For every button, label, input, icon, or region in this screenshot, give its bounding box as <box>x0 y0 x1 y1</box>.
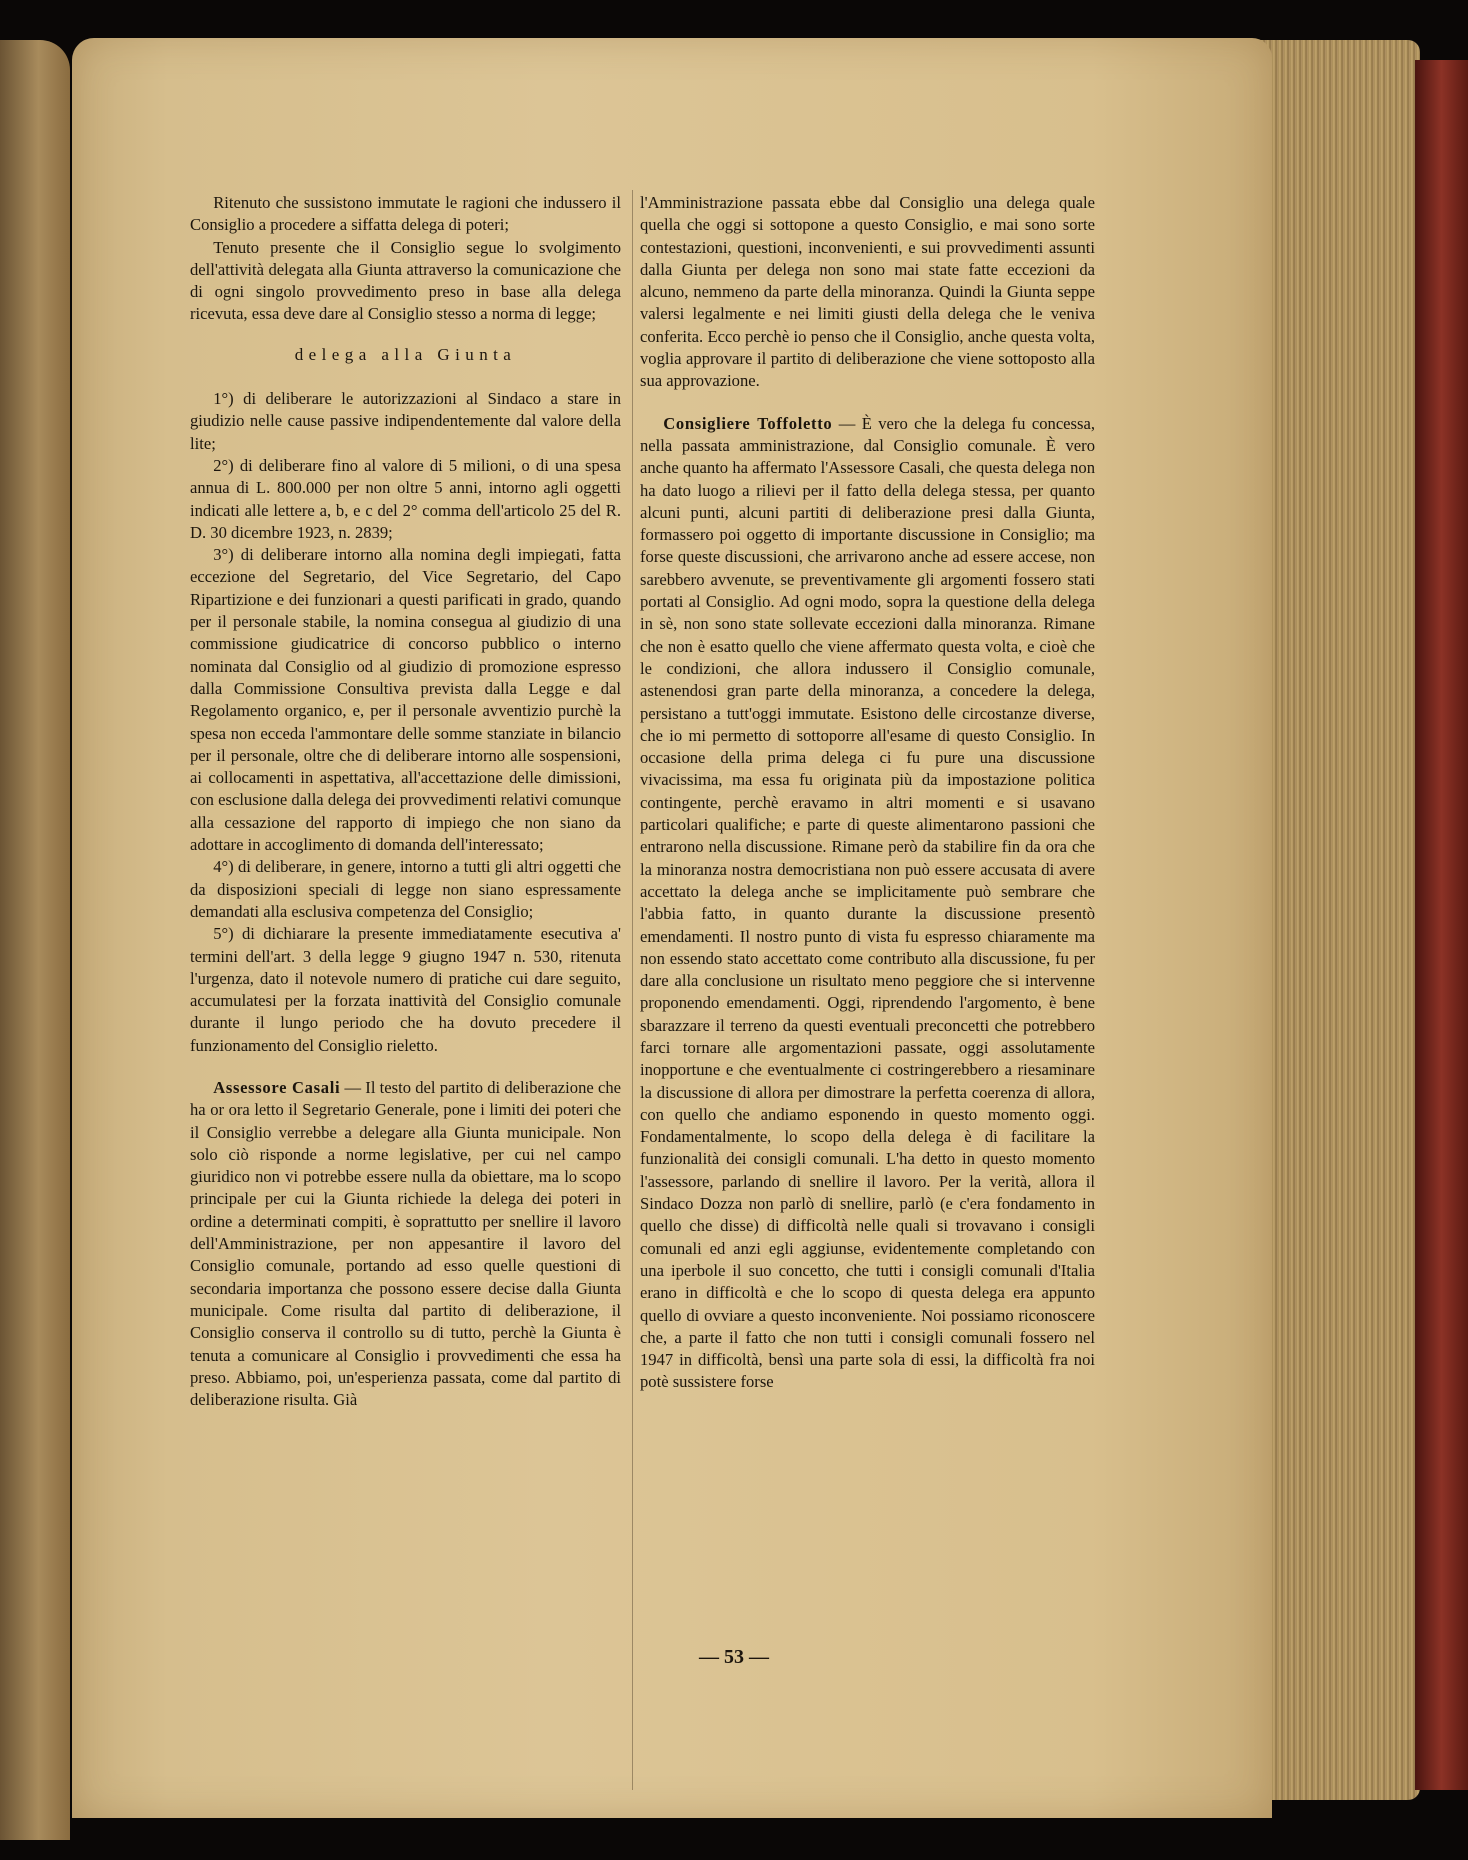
paragraph: Tenuto presente che il Consiglio segue lo svolgimento dell'attività delegata alla Giunta attraverso la comunicazione che di ogni singolo provvedimento preso in base alla delega ricevuta, essa deve dare al Consiglio stesso a norma di legge; <box>190 237 621 324</box>
spacer <box>640 393 1095 413</box>
page-stack-edge <box>1260 40 1420 1800</box>
right-column <box>640 192 1095 1394</box>
speech-paragraph <box>640 413 1095 1394</box>
column-divider <box>632 190 633 1790</box>
list-item: 1°) di deliberare le autorizzazioni al Sindaco a stare in giudizio nelle cause passive indipendentemente dal valore della lite; <box>190 389 621 453</box>
book-cover-edge <box>1415 60 1468 1790</box>
list-item: 5°) di dichiarare la presente immediatamente esecutiva a' termini dell'art. 3 della legge 9 giugno 1947 n. 530, ritenuta l'urgenza, dato il notevole numero di pratiche cui dare seguito, accumulatesi per la forzata inattività del Consiglio comunale durante il lungo periodo che ha dovuto precedere il funzionamento del Consiglio rieletto. <box>190 924 621 1055</box>
paragraph: Ritenuto che sussistono immutate le ragioni che indussero il Consiglio a procedere a siffatta delega di poteri; <box>190 193 621 235</box>
left-column <box>190 192 621 1411</box>
section-heading: delega alla Giunta <box>294 344 517 364</box>
spacer <box>190 1057 621 1077</box>
list-item: 3°) di deliberare intorno alla nomina degli impiegati, fatta eccezione del Segretario, del Vice Segretario, del Capo Ripartizione e dei funzionari a questi parificati in grado, quando per il personale stabile, la nomina consegua al giudizio di una commissione giudicatrice di concorso pubblico o interno nominata dal Consiglio od al giudizio di promozione espresso dalla Commissione Consultiva prevista dalla Legge e dal Regolamento organico, e, per il personale avventizio purchè la spesa non ecceda l'ammontare delle somme stanziate in bilancio per il personale, oltre che di deliberare intorno alle sospensioni, ai collocamenti in aspettativa, all'accettazione delle dimissioni, con esclusione dalla delega dei provvedimenti relativi comunque alla cessazione del rapporto di impiego che non siano da adottare in accoglimento di domanda dell'interessato; <box>190 545 621 855</box>
speech-text: — Il testo del partito di deliberazione che ha or ora letto il Segretario Generale, pone i limiti dei poteri che il Consiglio verrebbe a delegare alla Giunta municipale. Non solo ciò risponde a norme legislative, per cui nel campo giuridico non vi potrebbe essere nulla da obiettare, ma lo scopo principale per cui la Giunta richiede la delega dei poteri in ordine a determinati compiti, è soprattutto per snellire il lavoro dell'Amministrazione, per non appesantire il lavoro del Consiglio comunale, portando ad esso quelle questioni di secondaria importanza che possono essere decise dalla Giunta municipale. Come risulta dal partito di deliberazione, il Consiglio conserva il controllo su di tutto, perchè la Giunta è tenuta a comunicare al Consiglio i provvedimenti che essa ha preso. Abbiamo, poi, un'esperienza passata, come dal partito di deliberazione risulta. Già <box>190 1077 621 1410</box>
list-item: 4°) di deliberare, in genere, intorno a tutti gli altri oggetti che da disposizioni speciali di legge non siano espressamente demandati alla esclusiva competenza del Consiglio; <box>190 857 621 921</box>
speaker-name: Assessore Casali <box>213 1077 341 1097</box>
speech-text: — È vero che la delega fu concessa, nella passata amministrazione, dal Consiglio comunale. È vero anche quanto ha affermato l'Assessore Casali, che questa delega non ha dato luogo a rilievi per il fatto della delega stessa, per quanto alcuni punti, alcuni partiti di deliberazione presi dalla Giunta, formassero poi oggetto di importante discussione in Consiglio; ma forse queste discussioni, che arrivarono anche ad essere accese, non sarebbero avvenute, se preventivamente gli argomenti fossero stati portati al Consiglio. Ad ogni modo, sopra la questione della delega in sè, non sono state sollevate eccezioni dalla minoranza. Rimane che non è esatto quello che viene affermato questa volta, e cioè che le condizioni, che allora indussero il Consiglio comunale, astenendosi gran parte della minoranza, a concedere la delega, persistano a tutt'oggi immutate. Esistono delle circostanze diverse, che io mi permetto di sottoporre all'esame di questo Consiglio. In occasione della prima delega ci fu pure una discussione vivacissima, ma essa fu originata più da impostazione politica contingente, perchè eravamo in altri momenti e si usavano particolari qualifiche; e parte di queste alimentarono passioni che entrarono nella discussione. Rimane però da stabilire fin da ora che la minoranza nostra democristiana non può essere accusata di avere accettato la delega anche se implicitamente può sembrare che l'abbia fatto, in quanto durante la discussione presentò emendamenti. Il nostro punto di vista fu espresso chiaramente ma non essendo stato accettato come contributo alla discussione, fu per dare alla conclusione un risultato meno peggiore che si intervenne proponendo emendamenti. Oggi, riprendendo l'argomento, è bene sbarazzare il terreno da questi eventuali preconcetti che potrebbero farci tornare alle argomentazioni passate, oggi assolutamente inopportune e che eventualmente ci costringerebbero a riesaminare la discussione di allora per dimostrare la perfetta coerenza di allora, con quello che andiamo esponendo in questo momento oggi. Fondamentalmente, lo scopo della delega è di facilitare la funzionalità dei consigli comunali. L'ha detto in questo momento l'assessore, parlando di snellire il lavoro. Per la verità, allora il Sindaco Dozza non parlò di snellire, parlò (e c'era fondamento in quello che disse) di difficoltà nelle quali si trovavano i consigli comunali ed anzi egli aggiunse, evidentemente completando con una iperbole il suo concetto, che tutti i consigli comunali d'Italia erano in difficoltà e che lo scopo di questa delega era appunto quello di ovviare a questo inconveniente. Noi possiamo riconoscere che, a parte il fatto che non tutti i consigli comunali fossero nel 1947 in difficoltà, bensì una parte sola di essi, la difficoltà fra noi potè sussistere forse <box>640 413 1095 1392</box>
page-number: — 53 — <box>699 1646 769 1668</box>
speech-paragraph <box>190 1077 621 1411</box>
paragraph: l'Amministrazione passata ebbe dal Consiglio una delega quale quella che oggi si sottopone a questo Consiglio, e mai sono sorte contestazioni, questioni, inconvenienti, e sui provvedimenti assunti dalla Giunta per delega non sono mai state fatte eccezioni da alcuno, nemmeno da parte della minoranza. Quindi la Giunta seppe valersi legalmente e nei limiti giusti della delega che le veniva conferita. Ecco perchè io penso che il Consiglio, anche questa volta, voglia approvare il partito di deliberazione che viene sottoposto alla sua approvazione. <box>640 193 1095 391</box>
facing-page-edge <box>0 40 70 1840</box>
list-item: 2°) di deliberare fino al valore di 5 milioni, o di una spesa annua di L. 800.000 per non oltre 5 anni, intorno agli oggetti indicati alle lettere a, b, e c del 2° comma dell'articolo 25 del R. D. 30 dicembre 1923, n. 2839; <box>190 455 621 542</box>
speaker-name: Consigliere Toffoletto <box>663 413 833 433</box>
